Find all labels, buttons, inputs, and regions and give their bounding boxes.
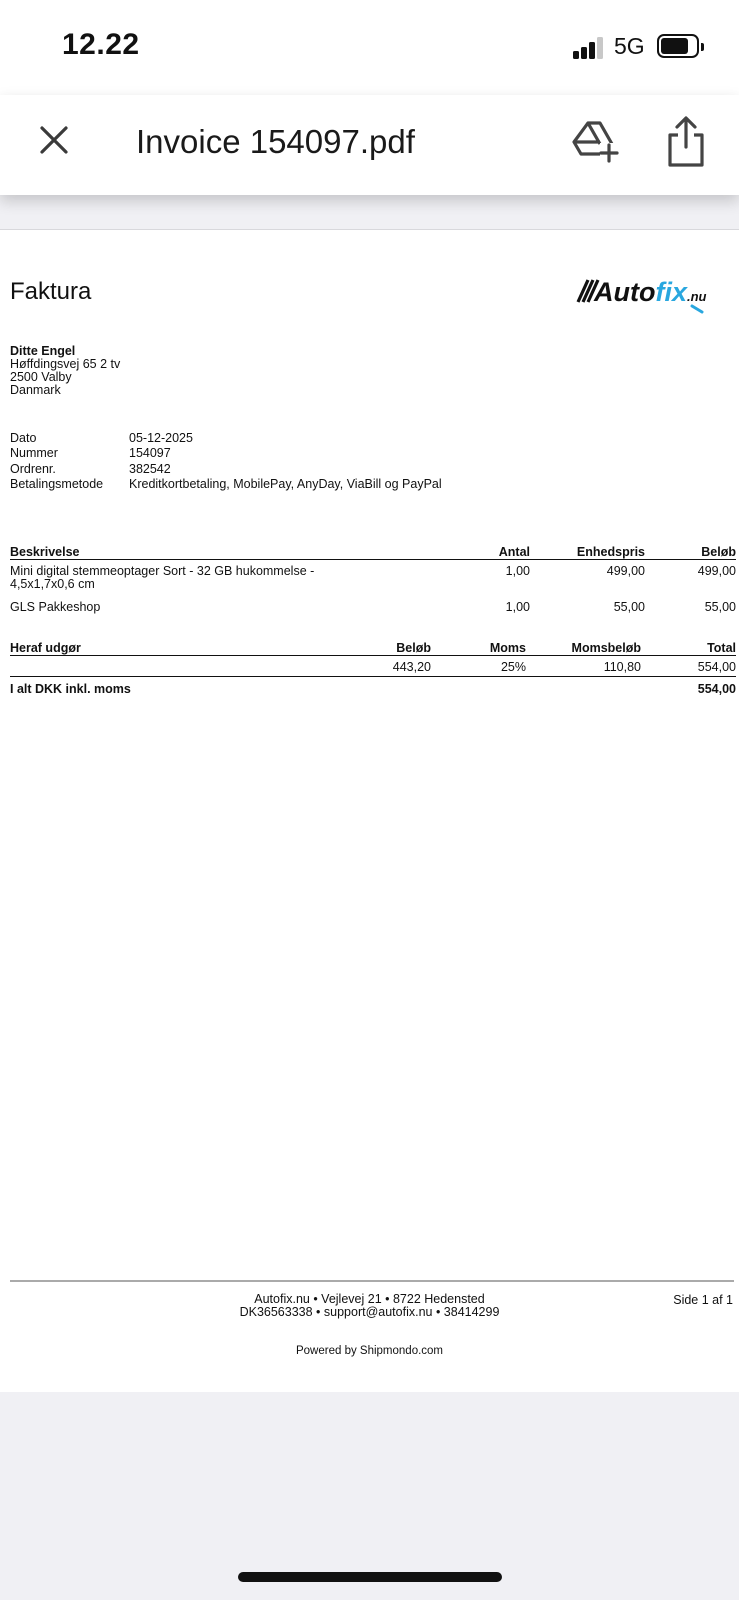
close-button[interactable] xyxy=(34,120,74,160)
close-icon xyxy=(34,120,74,160)
meta-row xyxy=(10,477,442,492)
column-header: Antal xyxy=(430,542,530,559)
meta-row xyxy=(10,431,442,446)
meta-row xyxy=(10,446,442,461)
network-type: 5G xyxy=(614,33,645,59)
svg-text:Autofix.nu: Autofix.nu xyxy=(594,277,707,307)
footer-divider xyxy=(10,1280,734,1282)
item-amount: 499,00 xyxy=(697,563,736,578)
customer-address xyxy=(10,345,120,397)
tax-vat-amount: 110,80 xyxy=(526,655,641,676)
meta-value: 05-12-2025 xyxy=(129,431,193,445)
table-row xyxy=(10,591,736,614)
item-unit-price: 55,00 xyxy=(613,599,645,614)
item-description: GLS Pakkeshop xyxy=(10,599,101,614)
share-button[interactable] xyxy=(664,115,708,169)
grand-total-row xyxy=(10,676,736,697)
autofix-logo xyxy=(574,274,734,316)
meta-label: Dato xyxy=(10,431,37,445)
table-row xyxy=(10,559,736,591)
item-unit-price: 499,00 xyxy=(606,563,645,578)
tax-label-cell xyxy=(10,655,320,676)
add-to-drive-button[interactable] xyxy=(570,117,620,165)
column-header: Heraf udgør xyxy=(10,638,320,655)
column-header: Enhedspris xyxy=(530,542,645,559)
document-title: Invoice 154097.pdf xyxy=(136,123,415,160)
grand-total-label: I alt DKK inkl. moms xyxy=(10,681,131,696)
meta-value: 382542 xyxy=(129,461,171,476)
invoice-heading: Faktura xyxy=(10,278,92,305)
table-header-row xyxy=(10,542,736,559)
meta-label: Ordrenr. xyxy=(10,461,56,476)
item-description-line: 4,5x1,7x0,6 cm xyxy=(10,576,95,591)
line-items-table xyxy=(10,542,736,614)
column-header: Total xyxy=(641,638,736,655)
item-description xyxy=(10,559,430,591)
invoice-meta xyxy=(10,431,442,492)
status-time: 12.22 xyxy=(62,28,140,61)
status-bar xyxy=(0,0,739,95)
column-header: Beløb xyxy=(645,542,736,559)
viewer-toolbar xyxy=(0,95,739,195)
share-icon xyxy=(664,115,708,169)
powered-by: Powered by Shipmondo.com xyxy=(295,1345,444,1357)
item-qty: 1,00 xyxy=(505,563,530,578)
home-indicator[interactable] xyxy=(238,1572,502,1582)
tax-amount: 443,20 xyxy=(320,655,431,676)
tax-total: 554,00 xyxy=(641,655,736,676)
tax-vat-rate: 25% xyxy=(431,655,526,676)
add-to-drive-icon xyxy=(570,117,620,165)
meta-label: Betalingsmetode xyxy=(10,476,104,491)
column-header: Momsbeløb xyxy=(526,638,641,655)
tax-summary-table xyxy=(10,638,736,697)
battery-icon xyxy=(657,34,699,58)
item-qty: 1,00 xyxy=(505,599,530,614)
company-info xyxy=(0,1293,739,1319)
item-amount: 55,00 xyxy=(704,599,736,614)
customer-name: Ditte Engel xyxy=(10,344,76,358)
meta-value: Kreditkortbetaling, MobilePay, AnyDay, ViaBill og PayPal xyxy=(129,476,442,491)
table-header-row xyxy=(10,638,736,655)
column-header: Beskrivelse xyxy=(10,542,430,559)
cellular-signal-icon xyxy=(573,37,605,59)
item-description-line: Mini digital stemmeoptager Sort - 32 GB hukommelse - xyxy=(10,563,315,578)
customer-street: Høffdingsvej 65 2 tv xyxy=(10,357,121,371)
customer-country: Danmark xyxy=(10,383,61,397)
page-number: Side 1 af 1 xyxy=(673,1293,733,1307)
column-header: Moms xyxy=(431,638,526,655)
table-row xyxy=(10,655,736,676)
company-address: Autofix.nu • Vejlevej 21 • 8722 Hedensted xyxy=(254,1292,485,1306)
customer-city: 2500 Valby xyxy=(10,370,72,384)
column-header: Beløb xyxy=(320,638,431,655)
company-contact: DK36563338 • support@autofix.nu • 38414299 xyxy=(239,1305,500,1319)
pdf-page[interactable] xyxy=(0,229,739,1392)
meta-row xyxy=(10,462,442,477)
meta-value: 154097 xyxy=(129,446,171,461)
meta-label: Nummer xyxy=(10,446,58,461)
grand-total-value: 554,00 xyxy=(697,681,736,696)
